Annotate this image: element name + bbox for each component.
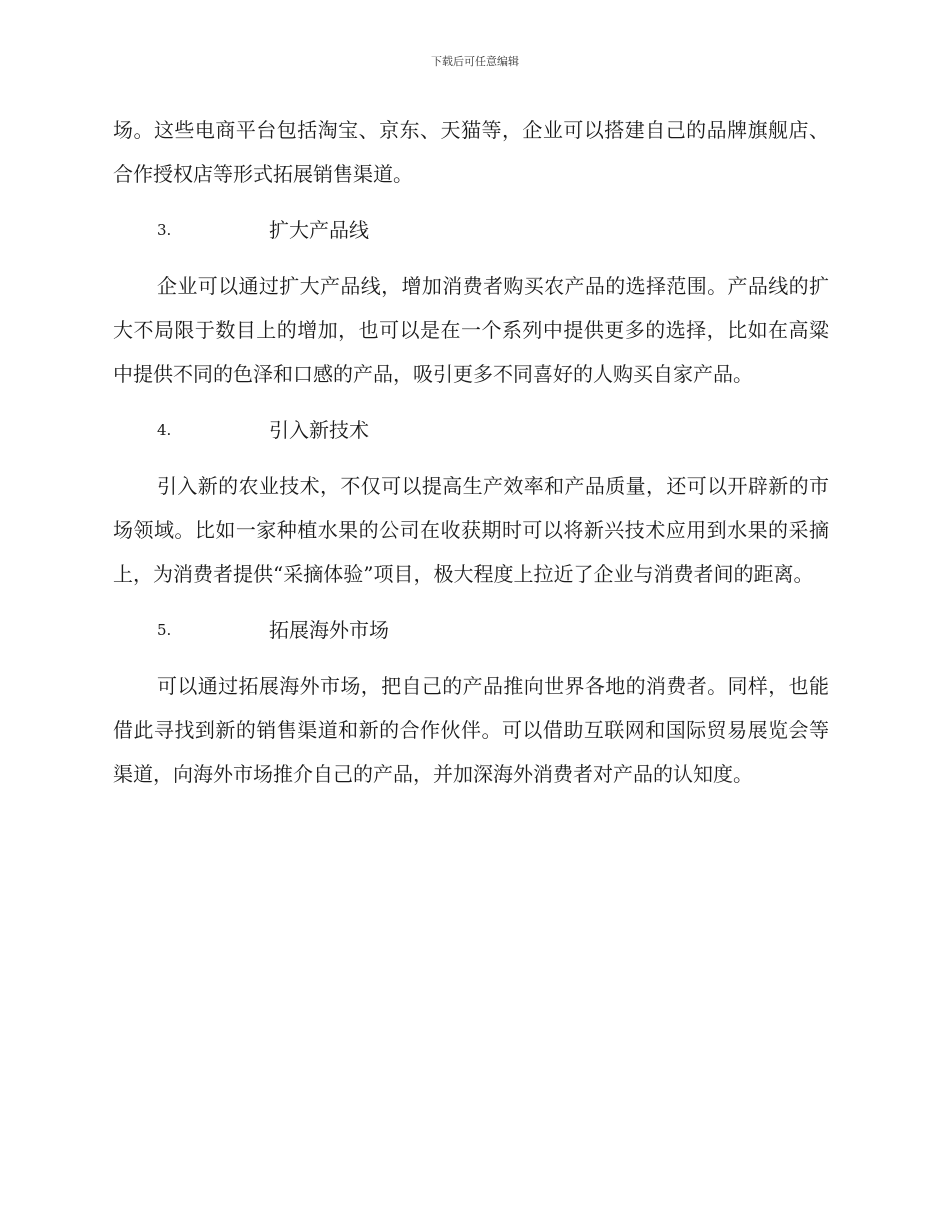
section-heading-5	[113, 608, 829, 652]
paragraph-expand-product-line: 企业可以通过扩大产品线，增加消费者购买农产品的选择范围。产品线的扩大不局限于数目上的增加，也可以是在一个系列中提供更多的选择，比如在高粱中提供不同的色泽和口感的产品，吸引更多不同喜好的人购买自家产品。	[113, 274, 829, 386]
section-title: 扩大产品线	[269, 218, 369, 242]
section-number: 4.	[157, 421, 172, 439]
section-heading-3	[113, 208, 829, 252]
document-body	[113, 108, 829, 796]
page-header: 下载后可任意编辑	[431, 55, 519, 68]
paragraph-continued: 场。这些电商平台包括淘宝、京东、天猫等，企业可以搭建自己的品牌旗舰店、合作授权店等形式拓展销售渠道。	[113, 118, 829, 186]
paragraph-overseas-market: 可以通过拓展海外市场，把自己的产品推向世界各地的消费者。同样，也能借此寻找到新的销售渠道和新的合作伙伴。可以借助互联网和国际贸易展览会等渠道，向海外市场推介自己的产品，并加深海外消费者对产品的认知度。	[113, 674, 829, 786]
paragraph-new-technology: 引入新的农业技术，不仅可以提高生产效率和产品质量，还可以开辟新的市场领域。比如一家种植水果的公司在收获期时可以将新兴技术应用到水果的采摘上，为消费者提供“采摘体验”项目，极大程度上拉近了企业与消费者间的距离。	[113, 474, 829, 586]
section-title: 引入新技术	[269, 418, 369, 442]
section-number: 5.	[157, 621, 172, 639]
section-title: 拓展海外市场	[269, 618, 389, 642]
section-number: 3.	[157, 221, 172, 239]
section-heading-4	[113, 408, 829, 452]
